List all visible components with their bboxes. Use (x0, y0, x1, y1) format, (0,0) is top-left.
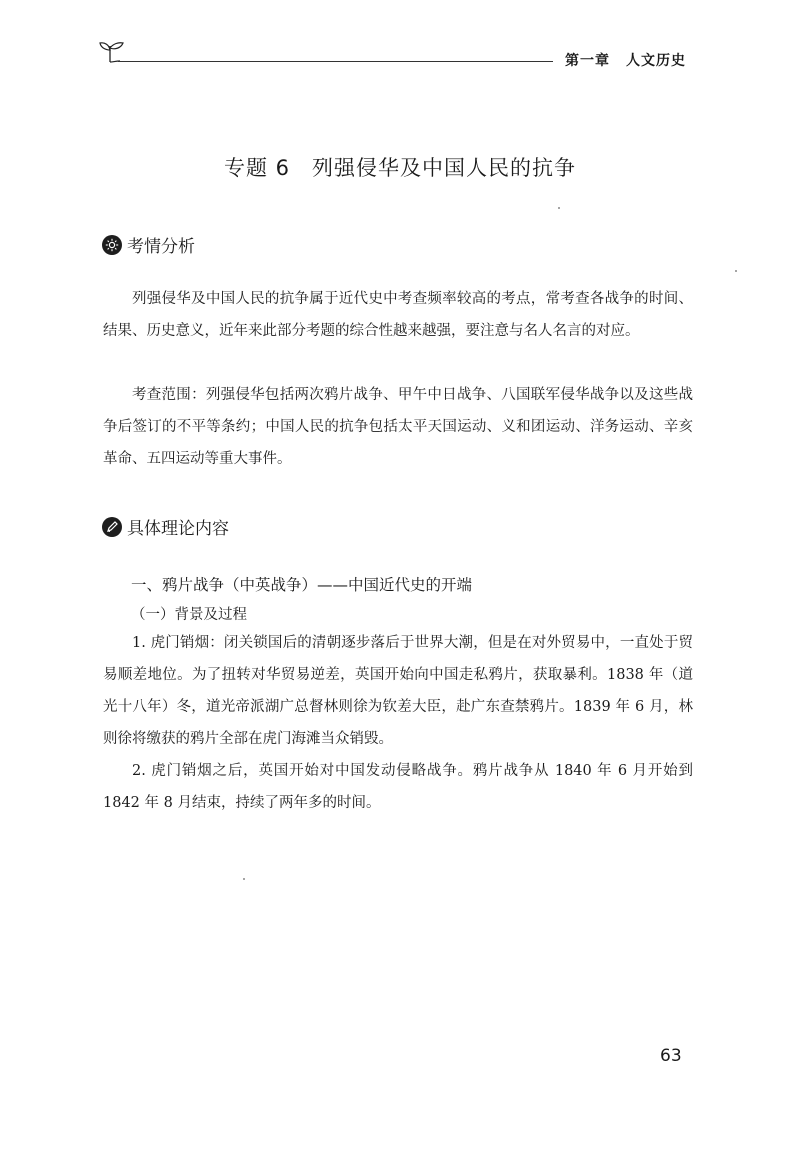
analysis-paragraph-1: 列强侵华及中国人民的抗争属于近代史中考查频率较高的考点，常考查各战争的时间、结果、历史意义，近年来此部分考题的综合性越来越强，要注意与名人名言的对应。 (103, 291, 693, 339)
content-paragraph-2: 2. 虎门销烟之后，英国开始对中国发动侵略战争。鸦片战争从 1840 年 6 月开始到 1842 年 8 月结束，持续了两年多的时间。 (103, 763, 693, 811)
pencil-icon (102, 517, 122, 537)
page-number: 63 (660, 1046, 682, 1066)
chapter-number: 第一章 (565, 53, 610, 69)
analysis-heading (102, 232, 195, 257)
header-rule (118, 61, 553, 62)
analysis-heading-text: 考情分析 (127, 237, 195, 257)
content-heading-text: 具体理论内容 (127, 519, 229, 539)
section-title: 一、鸦片战争（中英战争）——中国近代史的开端 (131, 576, 473, 594)
content-paragraph-1: 1. 虎门销烟：闭关锁国后的清朝逐步落后于世界大潮，但是在对外贸易中，一直处于贸易顺差地位。为了扭转对华贸易逆差，英国开始向中国走私鸦片，获取暴利。1838 年（道光十八年）冬，道光帝派湖广总督林则徐为钦差大臣，赴广东查禁鸦片。1839 年 6 月，林则徐将缴获的鸦片全部在虎门海滩当众销毁。 (103, 635, 693, 747)
topic-number: 专题 6 (223, 156, 291, 180)
running-header (565, 50, 686, 70)
analysis-paragraph-2: 考查范围：列强侵华包括两次鸦片战争、甲午中日战争、八国联军侵华战争以及这些战争后签订的不平等条约；中国人民的抗争包括太平天国运动、义和团运动、洋务运动、辛亥革命、五四运动等重大事件。 (103, 387, 693, 467)
scan-speck (243, 878, 245, 880)
scan-speck (735, 270, 737, 272)
content-heading (102, 514, 229, 539)
topic-title (0, 152, 800, 182)
scan-speck (558, 207, 560, 209)
subsection-title: （一）背景及过程 (131, 607, 247, 623)
sun-icon (102, 235, 122, 255)
chapter-title: 人文历史 (626, 53, 686, 69)
topic-name: 列强侵华及中国人民的抗争 (312, 156, 577, 180)
